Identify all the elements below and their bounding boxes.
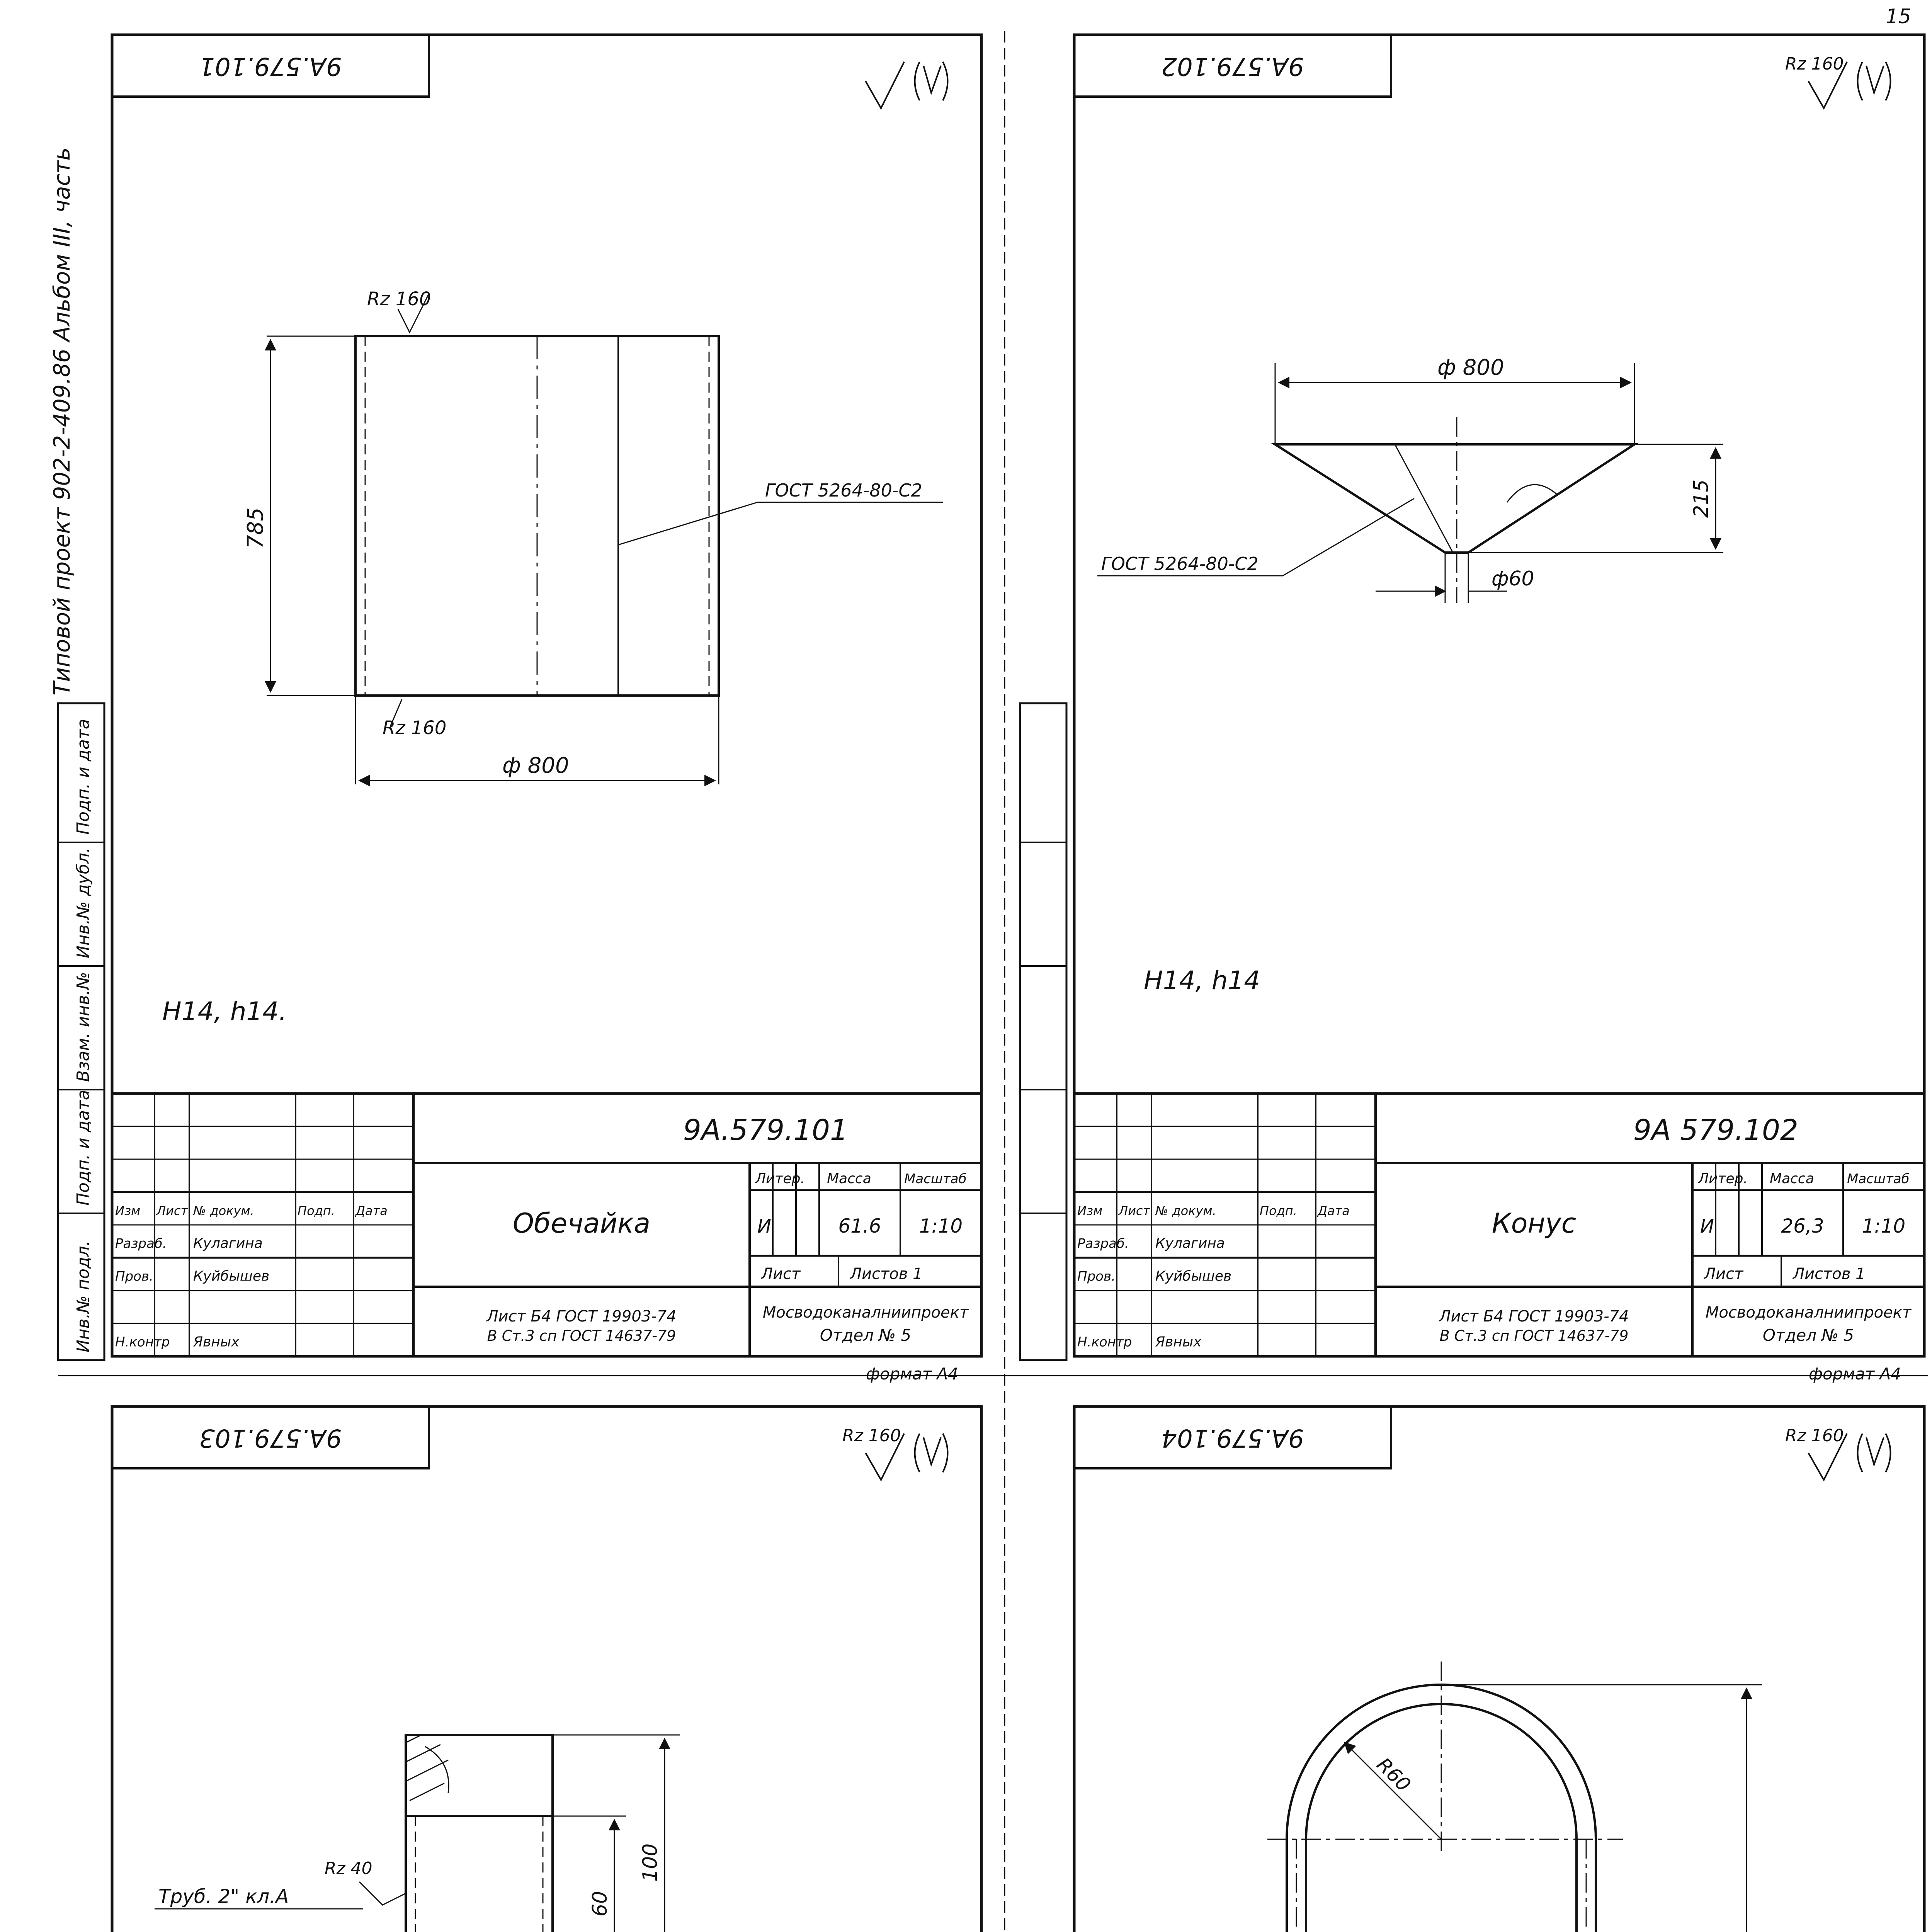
roughness-label: Rz 160 [842, 1426, 901, 1446]
dim-height: 785 [243, 507, 268, 549]
organization: Мосводоканалниипроект [762, 1304, 969, 1321]
drawing-title: Обечайка [512, 1208, 651, 1239]
rz-bottom: Rz 160 [383, 717, 447, 739]
tolerance-note: H14, h14. [162, 997, 287, 1026]
dim-bottom-diameter: ф60 [1492, 567, 1534, 590]
razrab-name: Кулагина [1155, 1235, 1225, 1252]
drawing-title: Конус [1492, 1208, 1577, 1239]
dim-diameter: ф 800 [502, 753, 569, 778]
drawing-code: 9А.579.101 [683, 1114, 849, 1147]
cone-tolerance: H14, h14 [1144, 966, 1260, 995]
mirrored-code: 9А.579.102 [1161, 52, 1304, 80]
drawing-patrubok [155, 1735, 680, 1932]
label-list: Лист [1119, 1203, 1150, 1218]
drawing-skoba [1144, 1662, 1762, 1932]
label-prov: Пров. [1077, 1269, 1116, 1284]
drawing-code: 9А 579.102 [1633, 1114, 1799, 1147]
label-liter: Литер. [755, 1171, 805, 1187]
material-main: Лист Б4 ГОСТ 19903-74 [1439, 1308, 1629, 1325]
stamp-vzam-inv: Взам. инв.№ [73, 972, 93, 1082]
label-masshtab: Масштаб [904, 1171, 967, 1187]
scale-value: 1:10 [919, 1215, 963, 1237]
corner-mark: 15 [1886, 5, 1912, 28]
dim-top-diameter: ф 800 [1437, 355, 1504, 380]
mirrored-code: 9А.579.101 [199, 52, 342, 80]
dim-pipe-height: 100 [639, 1843, 662, 1882]
mirrored-code: 9А.579.104 [1161, 1423, 1304, 1452]
prov-name: Куйбышев [1155, 1268, 1232, 1284]
label-doc-no: № докум. [1155, 1203, 1216, 1218]
drawing-obechaika [162, 288, 943, 1026]
label-massa: Масса [827, 1171, 871, 1187]
cone-outline [1275, 444, 1634, 553]
liter-value: И [1700, 1216, 1714, 1237]
liter-value: И [757, 1216, 771, 1237]
stamp-inv-dubl: Инв.№ дубл. [73, 847, 93, 958]
frame-d3 [112, 1406, 981, 1932]
sheets-count: Листов 1 [1793, 1265, 1866, 1283]
drawing-konus [1097, 355, 1723, 995]
label-izm: Изм [115, 1203, 141, 1218]
label-masshtab: Масштаб [1847, 1171, 1910, 1187]
n-kontr-name: Явных [193, 1334, 240, 1350]
label-massa: Масса [1770, 1171, 1814, 1187]
label-n-kontr: Н.контр [1077, 1334, 1132, 1350]
n-kontr-name: Явных [1155, 1334, 1202, 1350]
dim-radius: R60 [1372, 1753, 1415, 1796]
prov-name: Куйбышев [193, 1268, 270, 1284]
frame-d1 [112, 35, 981, 1383]
organization: Мосводоканалниипроект [1705, 1304, 1912, 1321]
pipe-note: Труб. 2" кл.А [158, 1885, 289, 1908]
roughness-label: Rz 160 [1785, 1426, 1844, 1446]
weld-note: ГОСТ 5264-80-С2 [765, 480, 922, 501]
label-podp: Подп. [1260, 1203, 1297, 1218]
material-sub: В Ст.3 сп ГОСТ 14637-79 [1439, 1327, 1629, 1344]
series-note: Типовой проект 902-2-409.86 Альбом III, часть [49, 147, 75, 696]
dim-pipe-inner: 60 [588, 1891, 612, 1917]
label-razrab: Разраб. [115, 1236, 167, 1252]
department: Отдел № 5 [820, 1326, 912, 1345]
label-n-kontr: Н.контр [115, 1334, 170, 1350]
material-main: Лист Б4 ГОСТ 19903-74 [486, 1308, 677, 1325]
stamp-inv-podl: Инв.№ подл. [73, 1240, 93, 1352]
cone-weld-note: ГОСТ 5264-80-С2 [1101, 553, 1259, 574]
scale-value: 1:10 [1862, 1215, 1906, 1237]
roughness-label: Rz 160 [1785, 54, 1844, 74]
dim-cone-height: 215 [1690, 479, 1713, 518]
side-stamp-right [1020, 703, 1066, 1360]
frame-d2 [1074, 35, 1924, 1383]
label-prov: Пров. [115, 1269, 153, 1284]
mirrored-code: 9А.579.103 [199, 1423, 342, 1452]
label-list: Лист [156, 1203, 188, 1218]
label-izm: Изм [1077, 1203, 1103, 1218]
label-liter: Литер. [1698, 1171, 1748, 1187]
label-doc-no: № докум. [193, 1203, 254, 1218]
label-podp: Подп. [298, 1203, 335, 1218]
rz-top: Rz 160 [367, 288, 431, 310]
pipe-rz: Rz 40 [325, 1859, 372, 1878]
frame-d4 [1074, 1406, 1924, 1932]
side-stamp-left [58, 703, 104, 1360]
label-list-sheet: Лист [761, 1265, 801, 1283]
razrab-name: Кулагина [193, 1235, 263, 1252]
format-label: формат А4 [1809, 1364, 1901, 1383]
mass-value: 61.6 [838, 1215, 881, 1237]
label-list-sheet: Лист [1704, 1265, 1743, 1283]
title-block [1074, 1094, 1924, 1356]
label-razrab: Разраб. [1077, 1236, 1129, 1252]
label-data: Дата [1318, 1203, 1350, 1218]
pipe-outline [406, 1735, 553, 1932]
sheets-count: Листов 1 [850, 1265, 923, 1283]
mass-value: 26,3 [1781, 1215, 1824, 1237]
format-label: формат А4 [866, 1364, 958, 1383]
stamp-podp-data-2: Подп. и дата [73, 719, 93, 835]
title-block [112, 1094, 981, 1356]
material-sub: В Ст.3 сп ГОСТ 14637-79 [487, 1327, 676, 1344]
stamp-podp-data: Подп. и дата [73, 1090, 93, 1206]
department: Отдел № 5 [1762, 1326, 1854, 1345]
label-data: Дата [355, 1203, 388, 1218]
